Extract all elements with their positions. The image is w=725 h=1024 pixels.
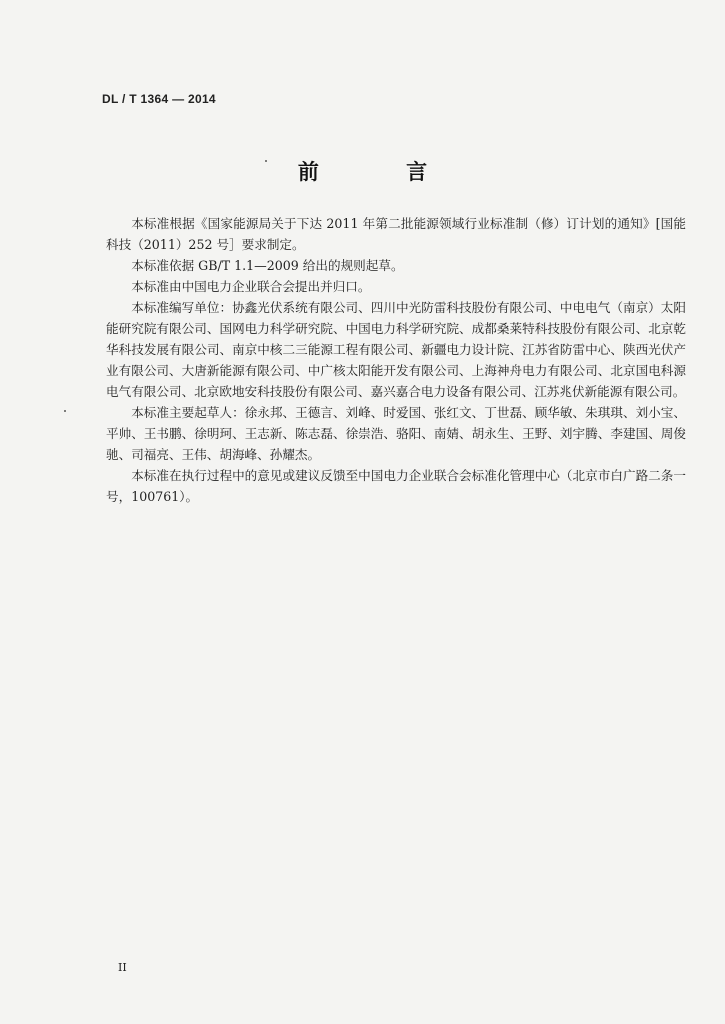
- paragraph-drafting-units: 本标准编写单位：协鑫光伏系统有限公司、四川中光防雷科技股份有限公司、中电电气（南京）太阳能研究院有限公司、国网电力科学研究院、中国电力科学研究院、成都桑莱特科技股份有限公司、北京乾华科技发展有限公司、南京中核二三能源工程有限公司、新疆电力设计院、江苏省防雷中心、陕西光伏产业有限公司、大唐新能源有限公司、中广核太阳能开发有限公司、上海神舟电力有限公司、北京国电科源电气有限公司、北京欧地安科技股份有限公司、嘉兴嘉合电力设备有限公司、江苏兆伏新能源有限公司。: [106, 300, 686, 399]
- scan-speck: [265, 160, 267, 162]
- paragraph-feedback: 本标准在执行过程中的意见或建议反馈至中国电力企业联合会标准化管理中心（北京市白广路二条一号，100761）。: [106, 468, 686, 504]
- page-number: II: [118, 961, 127, 974]
- page-title: 前 言: [297, 159, 468, 184]
- paragraph-drafters: 本标准主要起草人：徐永邦、王德言、刘峰、时爱国、张红文、丁世磊、顾华敏、朱琪琪、刘小宝、平帅、王书鹏、徐明珂、王志新、陈志磊、徐崇浩、骆阳、南婧、胡永生、王野、刘宇腾、李建国、周俊驰、司福亮、王伟、胡海峰、孙耀杰。: [106, 405, 686, 462]
- paragraph-proposer: 本标准由中国电力企业联合会提出并归口。: [131, 279, 371, 294]
- paragraph-basis: 本标准根据《国家能源局关于下达 2011 年第二批能源领域行业标准制（修）订计划的通知》[国能科技（2011）252 号］要求制定。: [106, 216, 686, 252]
- standard-code: DL / T 1364 — 2014: [102, 92, 216, 106]
- foreword-body: [106, 213, 686, 507]
- paragraph-drafting-rules: 本标准依据 GB/T 1.1—2009 给出的规则起草。: [131, 258, 404, 273]
- scan-speck: [64, 410, 66, 412]
